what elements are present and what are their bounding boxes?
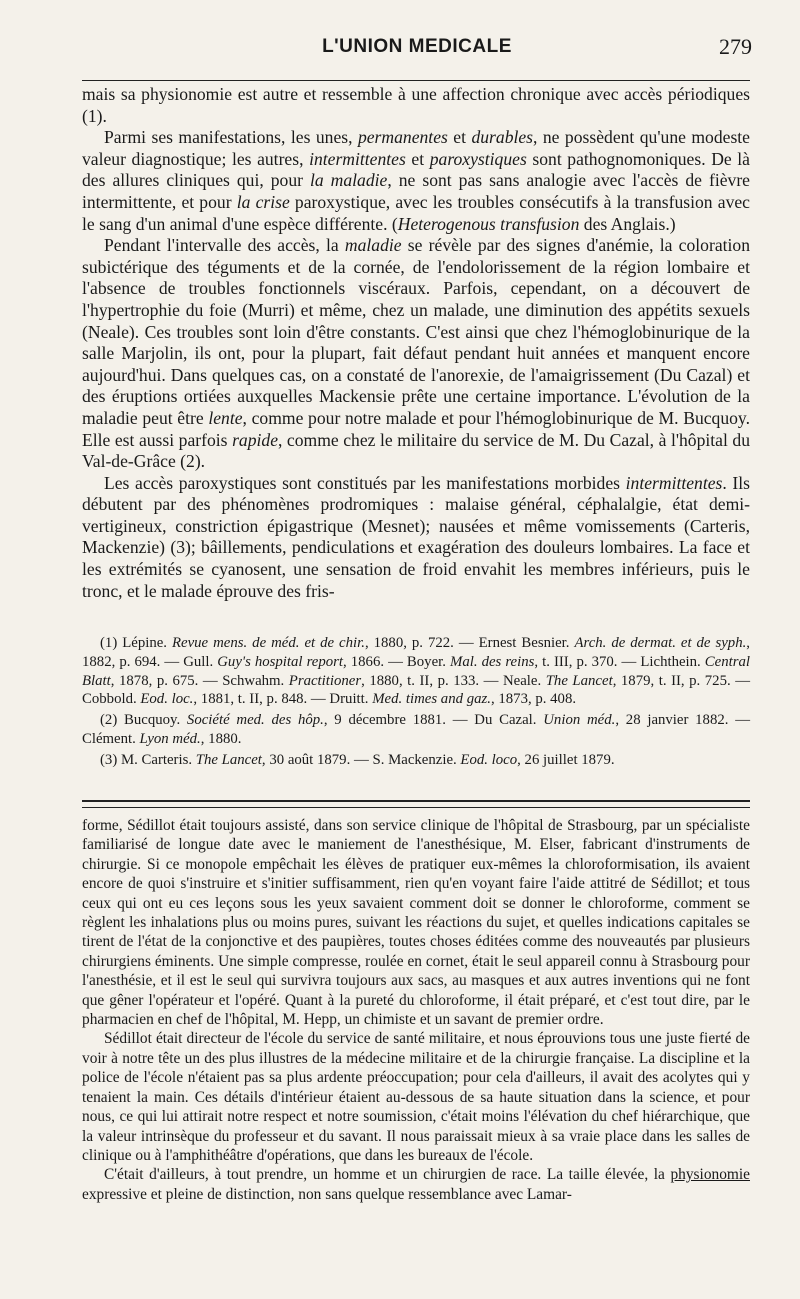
feuilleton — [82, 816, 750, 1204]
paragraph: forme, Sédillot était toujours assisté, dans son service clinique de l'hôpital de Strasbourg, par un spécialiste familiarisé de longue date avec le maniement de l'anesthésique, M. Elser, fabricant d'instruments de chirurgie. Si ce monopole empêchait les élèves de pratiquer eux-mêmes la chloroformisation, ils avaient encore de quoi s'instruire et s'initier suffisamment, rien qu'en voyant faire l'aide attitré de Sédillot; et tous ceux qui ont eu ces leçons sous les yeux savaient comment doit se donner le chloroforme, comment se règlent les inhalations plus ou moins pures, suivant les réactions du sujet, et quelles indications capitales se tirent de l'état de la conjonctive et des paupières, toutes choses éditées comme des nouveautés par plusieurs chirurgiens éminents. Une simple compresse, roulée en cornet, était le seul appareil connu à Strasbourg pour l'anesthésie, et il est le seul qui survivra toujours aux sacs, au masques et aux autres inventions qui ne font que gêner l'opérateur et l'opéré. Quant à la pureté du chloroforme, il était préparé, et c'est tout dire, par le pharmacien en chef de l'hôpital, M. Hepp, un chimiste et un savant de premier ordre. — [82, 817, 750, 1029]
footnote: (1) Lépine. Revue mens. de méd. et de chir., 1880, p. 722. — Ernest Besnier. Arch. de dermat. et de syph., 1882, p. 694. — Gull. Guy's hospital report, 1866. — Boyer. Mal. des reins, t. III, p. 370. — Lichthein. Central Blatt, 1878, p. 675. — Schwahm. Practitioner, 1880, t. II, p. 133. — Neale. The Lancet, 1879, t. II, p. 725. — Cobbold. Eod. loc., 1881, t. II, p. 848. — Druitt. Med. times and gaz., 1873, p. 408. — [82, 635, 750, 708]
page-header — [82, 30, 752, 70]
header-rule — [82, 80, 750, 81]
paragraph: C'était d'ailleurs, à tout prendre, un homme et un chirurgien de race. La taille élevée, la physionomie expressive et pleine de distinction, non sans quelque ressemblance avec Lamar- — [82, 1166, 750, 1203]
feuilleton-separator — [82, 800, 750, 808]
paragraph: mais sa physionomie est autre et ressemble à une affection chronique avec accès périodiques (1). — [82, 84, 750, 126]
footnotes — [82, 634, 750, 772]
running-title: L'UNION MEDICALE — [322, 36, 512, 57]
paragraph: Les accès paroxystiques sont constitués par les manifestations morbides intermittentes. Ils débutent par des phénomènes prodromiques : malaise général, céphalalgie, état demi-vertigineux, constriction épigastrique (Mesnet); nausées et même vomissements (Carteris, Mackenzie) (3); bâillements, pendiculations et exagération des douleurs lombaires. La face et les extrémités se cyanosent, une sensation de froid envahit les membres inférieurs, puis le tronc, et le malade éprouve des fris- — [82, 472, 751, 601]
footnote: (2) Bucquoy. Société med. des hôp., 9 décembre 1881. — Du Cazal. Union méd., 28 janvier 1882. — Clément. Lyon méd., 1880. — [82, 712, 750, 747]
paragraph: Parmi ses manifestations, les unes, permanentes et durables, ne possèdent qu'une modeste valeur diagnostique; les autres, intermittentes et paroxystiques sont pathognomoniques. De là des allures cliniques qui, pour la maladie, ne sont pas sans analogie avec l'accès de fièvre intermittente, et pour la crise paroxystique, avec les troubles consécutifs à la transfusion avec le sang d'un animal d'une espèce différente. (Heterogenous transfusion des Anglais.) — [82, 127, 750, 234]
page-number: 279 — [719, 34, 752, 59]
main-article — [82, 84, 750, 602]
footnote: (3) M. Carteris. The Lancet, 30 août 1879. — S. Mackenzie. Eod. loco, 26 juillet 1879. — [100, 751, 615, 768]
paragraph: Sédillot était directeur de l'école du service de santé militaire, et nous éprouvions tous une juste fierté de voir à notre tête un des plus illustres de la médecine militaire et de la chirurgie française. La discipline et la police de l'école n'étaient pas sa plus ardente préoccupation; pour cela d'ailleurs, il avait des acolytes qui y tenaient la main. Ces détails d'intérieur étaient au-dessous de sa haute situation dans la science, et pour nous, ce qui lui attirait notre respect et notre soumission, c'était moins l'élévation du chef hiérarchique, que la valeur intrinsèque du professeur et du savant. Il nous paraissait mieux à sa vraie place dans les salles de clinique ou à l'amphithéâtre d'opérations, que dans les bureaux de l'école. — [82, 1030, 750, 1164]
paragraph: Pendant l'intervalle des accès, la maladie se révèle par des signes d'anémie, la coloration subictérique des téguments et de la cornée, de l'endolorissement de la région lombaire et l'absence de troubles fonctionnels viscéraux. Parfois, cependant, on a découvert de l'hypertrophie du foie (Murri) et même, chez un malade, une diminution des appétits sexuels (Neale). Ces troubles sont loin d'être constants. C'est ainsi que chez l'hémoglobinurique de la salle Marjolin, ils ont, pour la plupart, fait défaut pendant huit années et manquent encore aujourd'hui. Dans quelques cas, on a constaté de l'anorexie, de l'amaigrissement (Du Cazal) et des éruptions ortiées auxquelles Mackensie prête une certaine importance. L'évolution de la maladie peut être lente, comme pour notre malade et pour l'hémoglobinurique de M. Bucquoy. Elle est aussi parfois rapide, comme chez le militaire du service de M. Du Cazal, à l'hôpital du Val-de-Grâce (2). — [82, 235, 750, 472]
